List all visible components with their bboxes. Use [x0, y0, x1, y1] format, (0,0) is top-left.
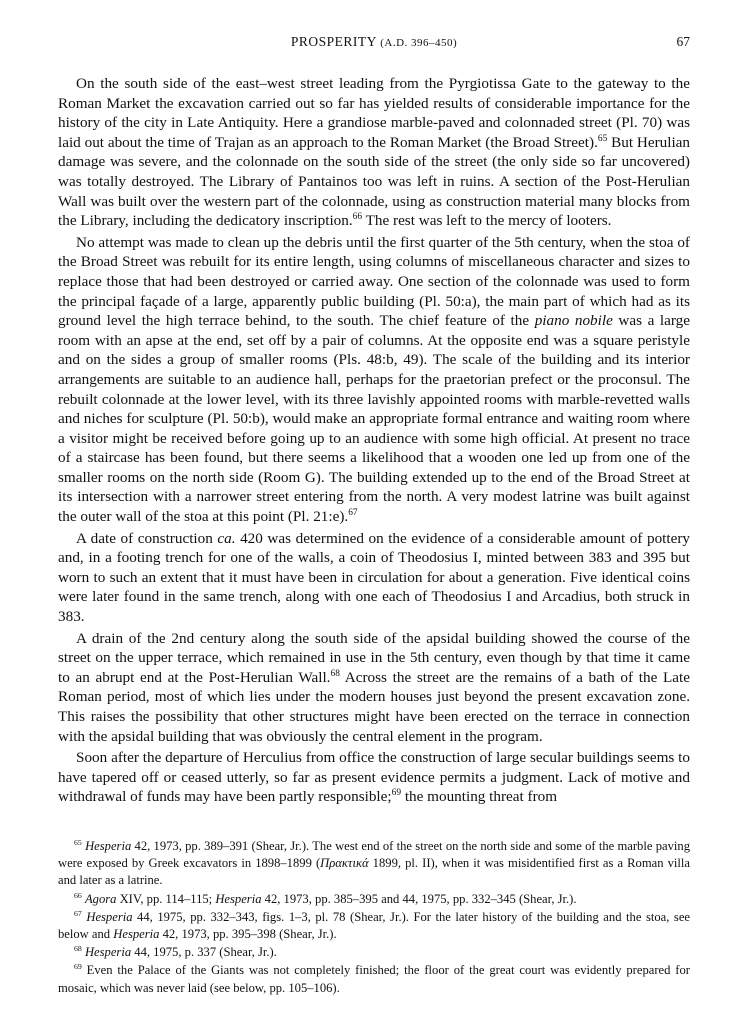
- journal-title: Hesperia: [85, 839, 132, 853]
- footnote-ref-67: 67: [348, 508, 358, 518]
- footnote-text: 44, 1975, pp. 332–343, figs. 1–3, pl. 78 (Shear, Jr.). For the later history of the building and the stoa, see below and: [58, 909, 691, 942]
- footnote-67: [58, 909, 690, 943]
- footnote-text: 42, 1973, pp. 385–395 and 44, 1975, pp. 332–345 (Shear, Jr.).: [261, 891, 577, 906]
- journal-title: Hesperia: [113, 927, 160, 942]
- paragraph-1: [58, 74, 690, 231]
- footnotes: [58, 838, 690, 997]
- footnote-number: 65: [74, 837, 82, 847]
- paragraph-5: [58, 748, 690, 807]
- paragraph-text: A drain of the 2nd century along the south side of the apsidal building showed the course of the street on the upper terrace, which remained in use in the 5th century, even though by that time it came to an abrupt end at the Post-Herulian Wall.: [58, 629, 690, 686]
- journal-title: Hesperia: [86, 909, 133, 924]
- running-title: [58, 34, 690, 50]
- italic-term: piano nobile: [534, 312, 613, 330]
- footnote-text: 42, 1973, pp. 389–391 (Shear, Jr.). The west end of the street on the north side and some of the marble paving were exposed by Greek excavators in 1898–1899 (: [58, 839, 690, 871]
- greek-title: Πρακτικά: [320, 856, 369, 871]
- footnote-number: 68: [74, 944, 82, 954]
- title-main: PROSPERITY: [290, 34, 377, 49]
- journal-title: Agora: [84, 891, 117, 906]
- body-text: [58, 74, 690, 807]
- footnote-ref-65: 65: [597, 133, 608, 144]
- italic-term: ca.: [217, 529, 236, 547]
- paragraph-text: But Herulian damage was severe, and the colonnade on the south side of the street (the only side so far uncovered) was totally destroyed. The Library of Pantainos too was left in ruins. A section of the Post-Herulian Wall was built over the western part of the colonnade, using as construction material many blocks from the Library, including the dedicatory inscription.: [58, 133, 691, 230]
- paragraph-text: A date of construction: [76, 529, 218, 547]
- footnote-65: [58, 838, 690, 890]
- footnote-text: 44, 1975, p. 337 (Shear, Jr.).: [131, 945, 277, 960]
- paragraph-text: The rest was left to the mercy of looters.: [362, 212, 612, 230]
- page-number: 67: [676, 34, 690, 49]
- paragraph-4: [58, 629, 690, 747]
- footnote-68: [58, 944, 690, 961]
- paragraph-text: was a large room with an apse at the end, set off by a pair of columns. At the opposite end was a square peristyle and on the sides a group of smaller rooms (Pls. 48:b, 49). The scale of the building and its interior arrangements are suitable to an audience hall, perhaps for the praetorian prefect or the proconsul. The rebuilt colonnade at the lower level, with its three lavishly appointed rooms with marble-revetted walls and niches for sculpture (Pl. 50:b), would make an appropriate formal entrance and waiting room where a visitor might be received before going up to an audience with some high official. At present no trace of a staircase has been found, but there seems a likelihood that a wooden one led up from one of the smaller rooms on the north side (Room G). The building extended up to the end of the Broad Street at its intersection with a narrower street entering from the north. A very modest latrine was built against the outer wall of the stoa at this point (Pl. 21:e).: [58, 312, 690, 526]
- footnote-69: [58, 962, 690, 996]
- paragraph-2: [58, 233, 690, 527]
- title-dates: (A.D. 396–450): [380, 37, 458, 49]
- paragraph-text: No attempt was made to clean up the debris until the first quarter of the 5th century, when the stoa of the Broad Street was rebuilt for its entire length, using columns of miscellaneous character and sizes to replace those that had been destroyed or carried away. One section of the colonnade was used to form the principal façade of a large, apparently public building (Pl. 50:a), the main part of which had as its ground level the high terrace behind, to the south. The chief feature of the: [58, 233, 690, 330]
- paragraph-3: [58, 529, 690, 627]
- running-header: [58, 34, 690, 56]
- footnote-ref-66: 66: [352, 212, 363, 223]
- footnote-number: 69: [74, 962, 82, 972]
- footnote-number: 66: [74, 890, 82, 900]
- footnote-ref-69: 69: [391, 788, 402, 799]
- footnote-text: 42, 1973, pp. 395–398 (Shear, Jr.).: [159, 927, 337, 942]
- footnote-text: Even the Palace of the Giants was not completely finished; the floor of the great court was evidently prepared for mosaic, which was never laid (see below, pp. 105–106).: [58, 963, 690, 995]
- journal-title: Hesperia: [84, 945, 132, 960]
- paragraph-text: Soon after the departure of Herculius from office the construction of large secular buildings seems to have tapered off or ceased utterly, so far as present evidence permits a judgment. Lack of motive and withdrawal of funds may have been partly responsible;: [58, 749, 690, 806]
- paragraph-text: Across the street are the remains of a bath of the Late Roman period, most of which lies under the modern houses just beyond the present excavation zone. This raises the possibility that other structures might have been erected on the terrace in connection with the apsidal building that was obviously the central element in the program.: [58, 668, 690, 745]
- footnote-text: 1899, pl. II), when it was misidentified first as a Roman villa and later as a latrine.: [58, 856, 690, 888]
- footnote-ref-68: 68: [330, 668, 340, 679]
- footnote-text: XIV, pp. 114–115;: [116, 891, 216, 906]
- paragraph-text: the mounting threat from: [401, 788, 558, 806]
- footnote-number: 67: [74, 908, 82, 918]
- journal-title: Hesperia: [215, 891, 262, 906]
- paragraph-text: On the south side of the east–west street leading from the Pyrgiotissa Gate to the gateway to the Roman Market the excavation carried out so far has yielded results of considerable importance for the history of the city in Late Antiquity. Here a grandiose marble-paved and colonnaded street (Pl. 70) was laid out about the time of Trajan as an approach to the Roman Market (the Broad Street).: [58, 75, 690, 151]
- footnote-66: [58, 891, 690, 908]
- paragraph-text: 420 was determined on the evidence of a considerable amount of pottery and, in a footing trench for one of the walls, a coin of Theodosius I, minted between 383 and 395 but worn to such an extent that it must have been in circulation for about a generation. Five identical coins were later found in the same trench, along with one each of Theodosius I and Arcadius, both struck in 383.: [58, 529, 690, 626]
